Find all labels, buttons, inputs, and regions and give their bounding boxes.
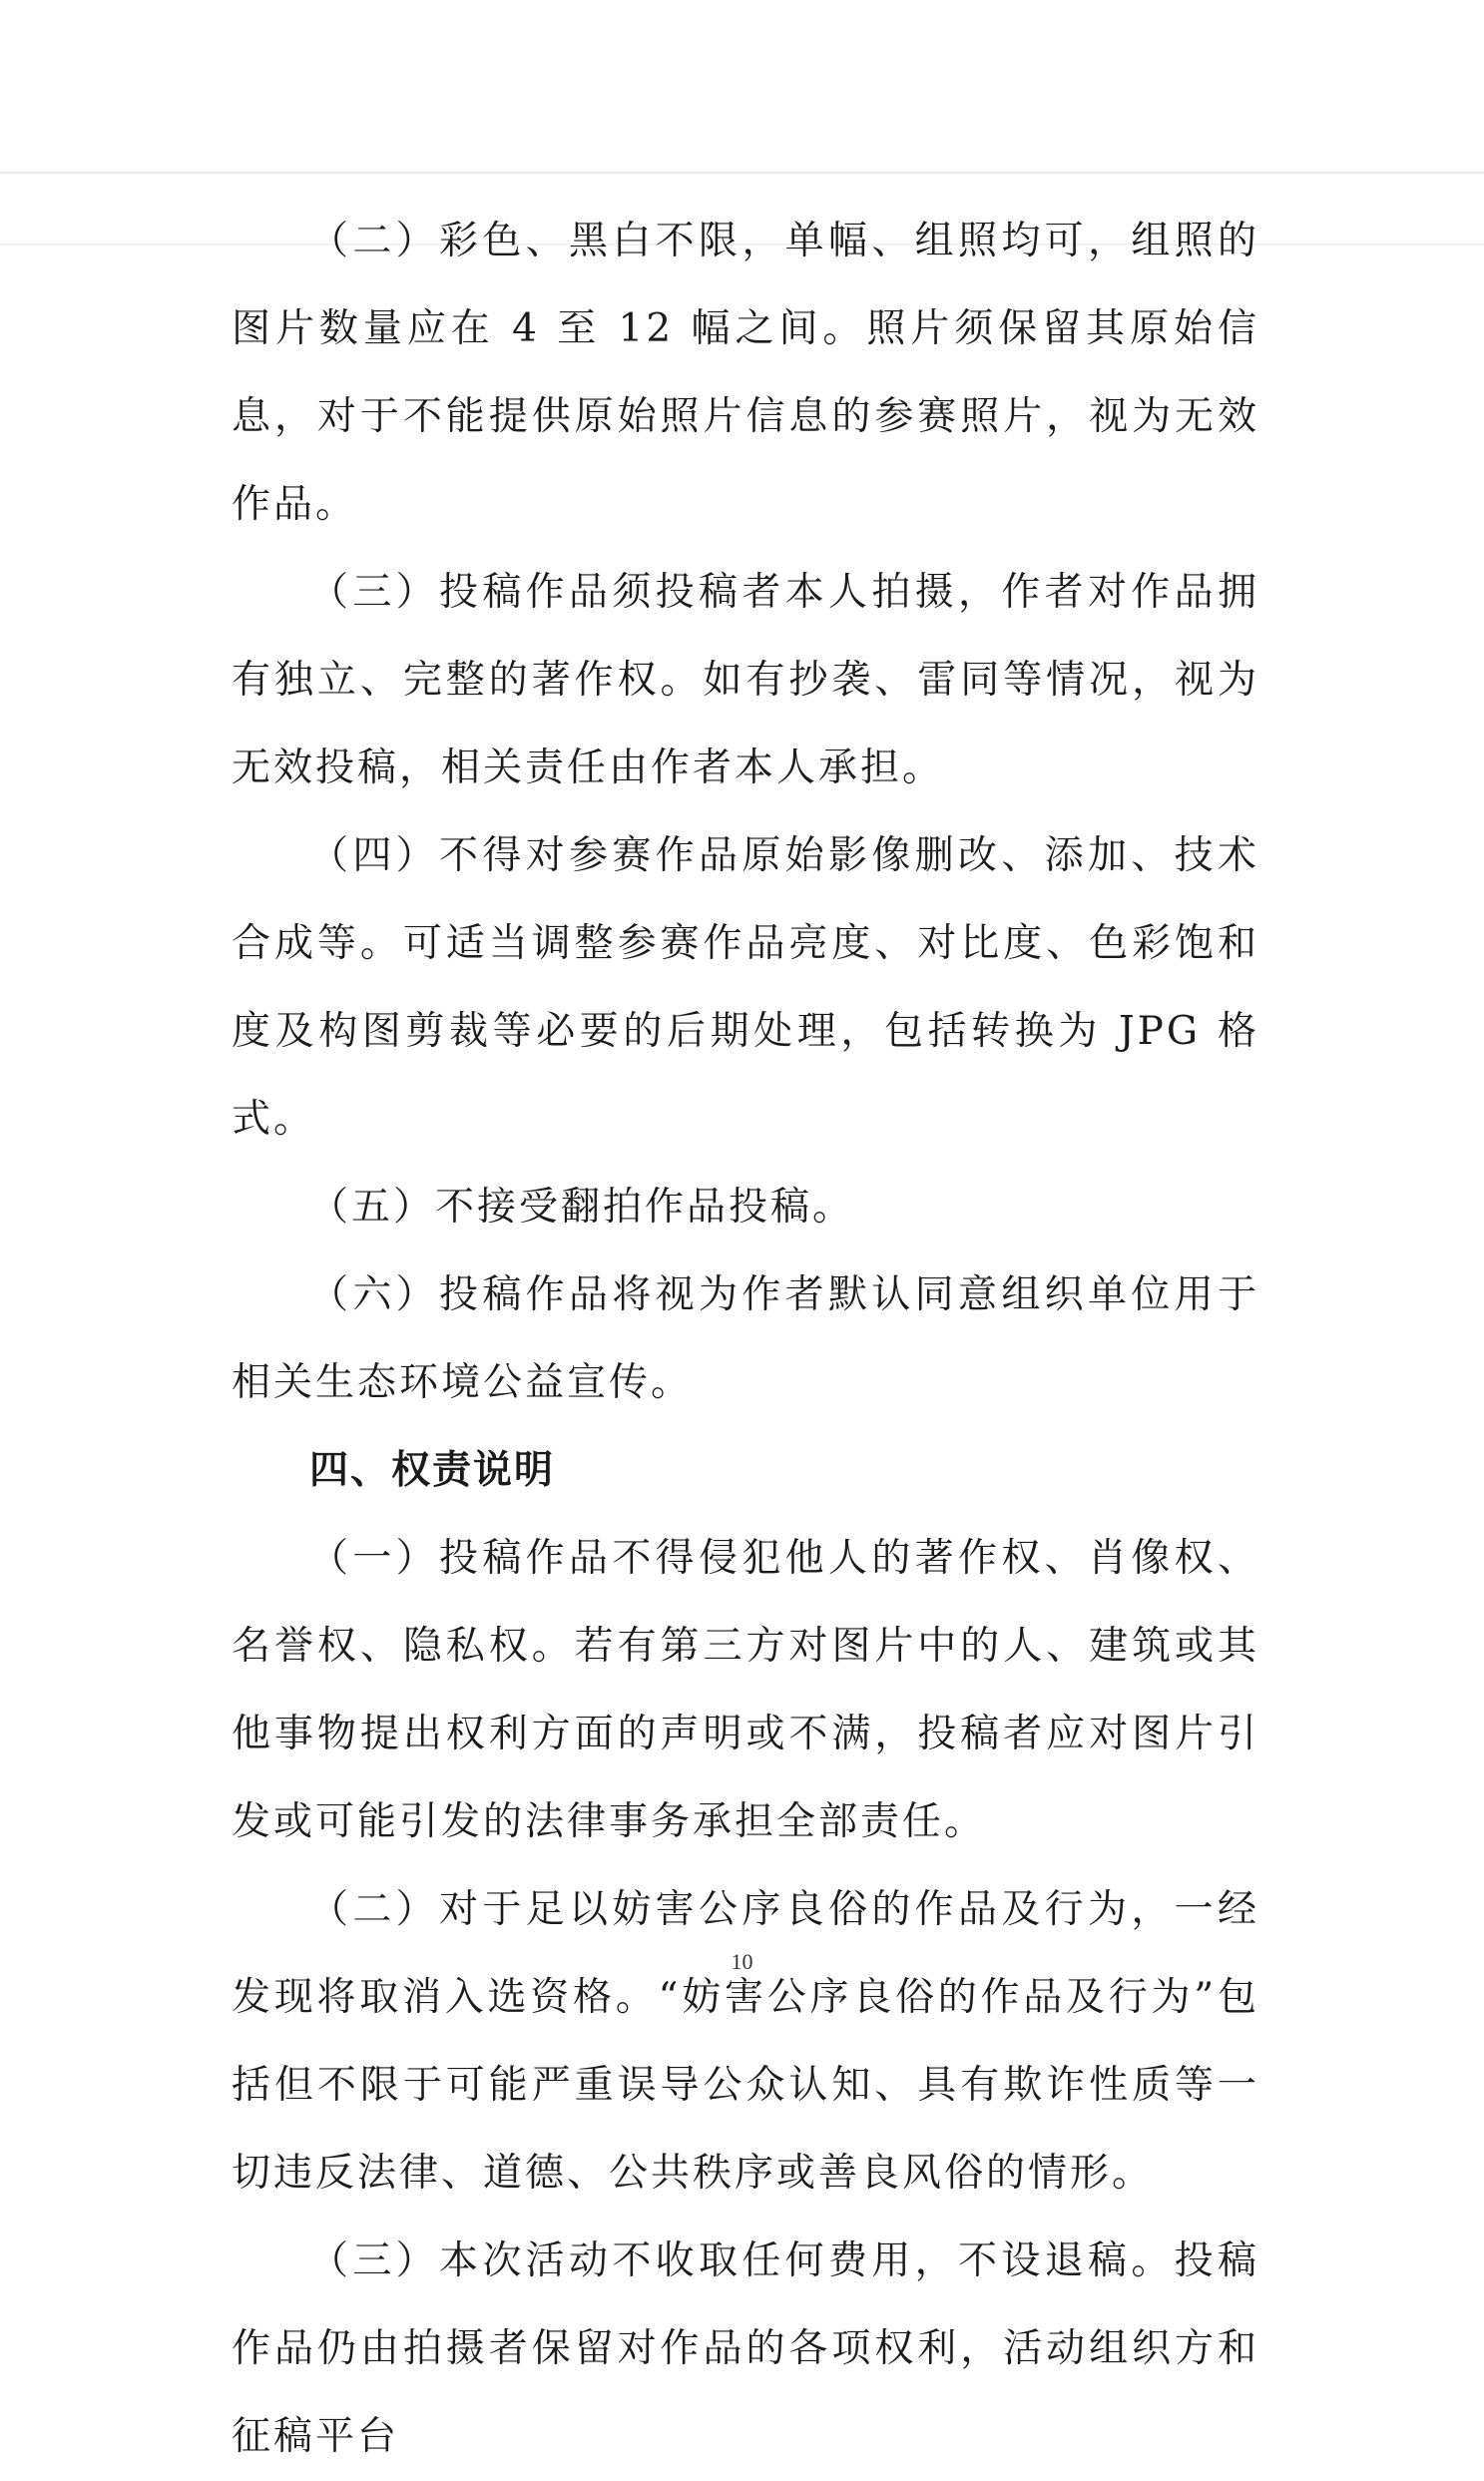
paragraph-item-4: （四）不得对参赛作品原始影像删改、添加、技术合成等。可适当调整参赛作品亮度、对比度、色彩饱和度及构图剪裁等必要的后期处理，包括转换为 JPG 格式。	[232, 833, 1259, 1142]
scan-artifact-line	[0, 172, 1484, 174]
paragraph-item-2: （二）彩色、黑白不限，单幅、组照均可，组照的图片数量应在 4 至 12 幅之间。照片须保留其原始信息，对于不能提供原始照片信息的参赛照片，视为无效作品。	[232, 219, 1259, 527]
section-paragraph-3: （三）本次活动不收取任何费用，不设退稿。投稿作品仍由拍摄者保留对作品的各项权利，活动组织方和征稿平台	[232, 2238, 1259, 2459]
section-paragraph-2: （二）对于足以妨害公序良俗的作品及行为，一经发现将取消入选资格。“妨害公序良俗的作品及行为”包括但不限于可能严重误导公众认知、具有欺诈性质等一切违反法律、道德、公共秩序或善良风俗的情形。	[232, 1887, 1259, 2196]
paragraph-item-5: （五）不接受翻拍作品投稿。	[309, 1185, 855, 1230]
section-heading: 四、权责说明	[309, 1448, 556, 1493]
page-number: 10	[731, 1949, 753, 1974]
paragraph-item-3: （三）投稿作品须投稿者本人拍摄，作者对作品拥有独立、完整的著作权。如有抄袭、雷同等情况，视为无效投稿，相关责任由作者本人承担。	[232, 570, 1259, 790]
document-body	[232, 198, 1259, 2481]
section-paragraph-1: （一）投稿作品不得侵犯他人的著作权、肖像权、名誉权、隐私权。若有第三方对图片中的人、建筑或其他事物提出权利方面的声明或不满，投稿者应对图片引发或可能引发的法律事务承担全部责任。	[232, 1536, 1259, 1844]
paragraph-item-6: （六）投稿作品将视为作者默认同意组织单位用于相关生态环境公益宣传。	[232, 1272, 1259, 1405]
